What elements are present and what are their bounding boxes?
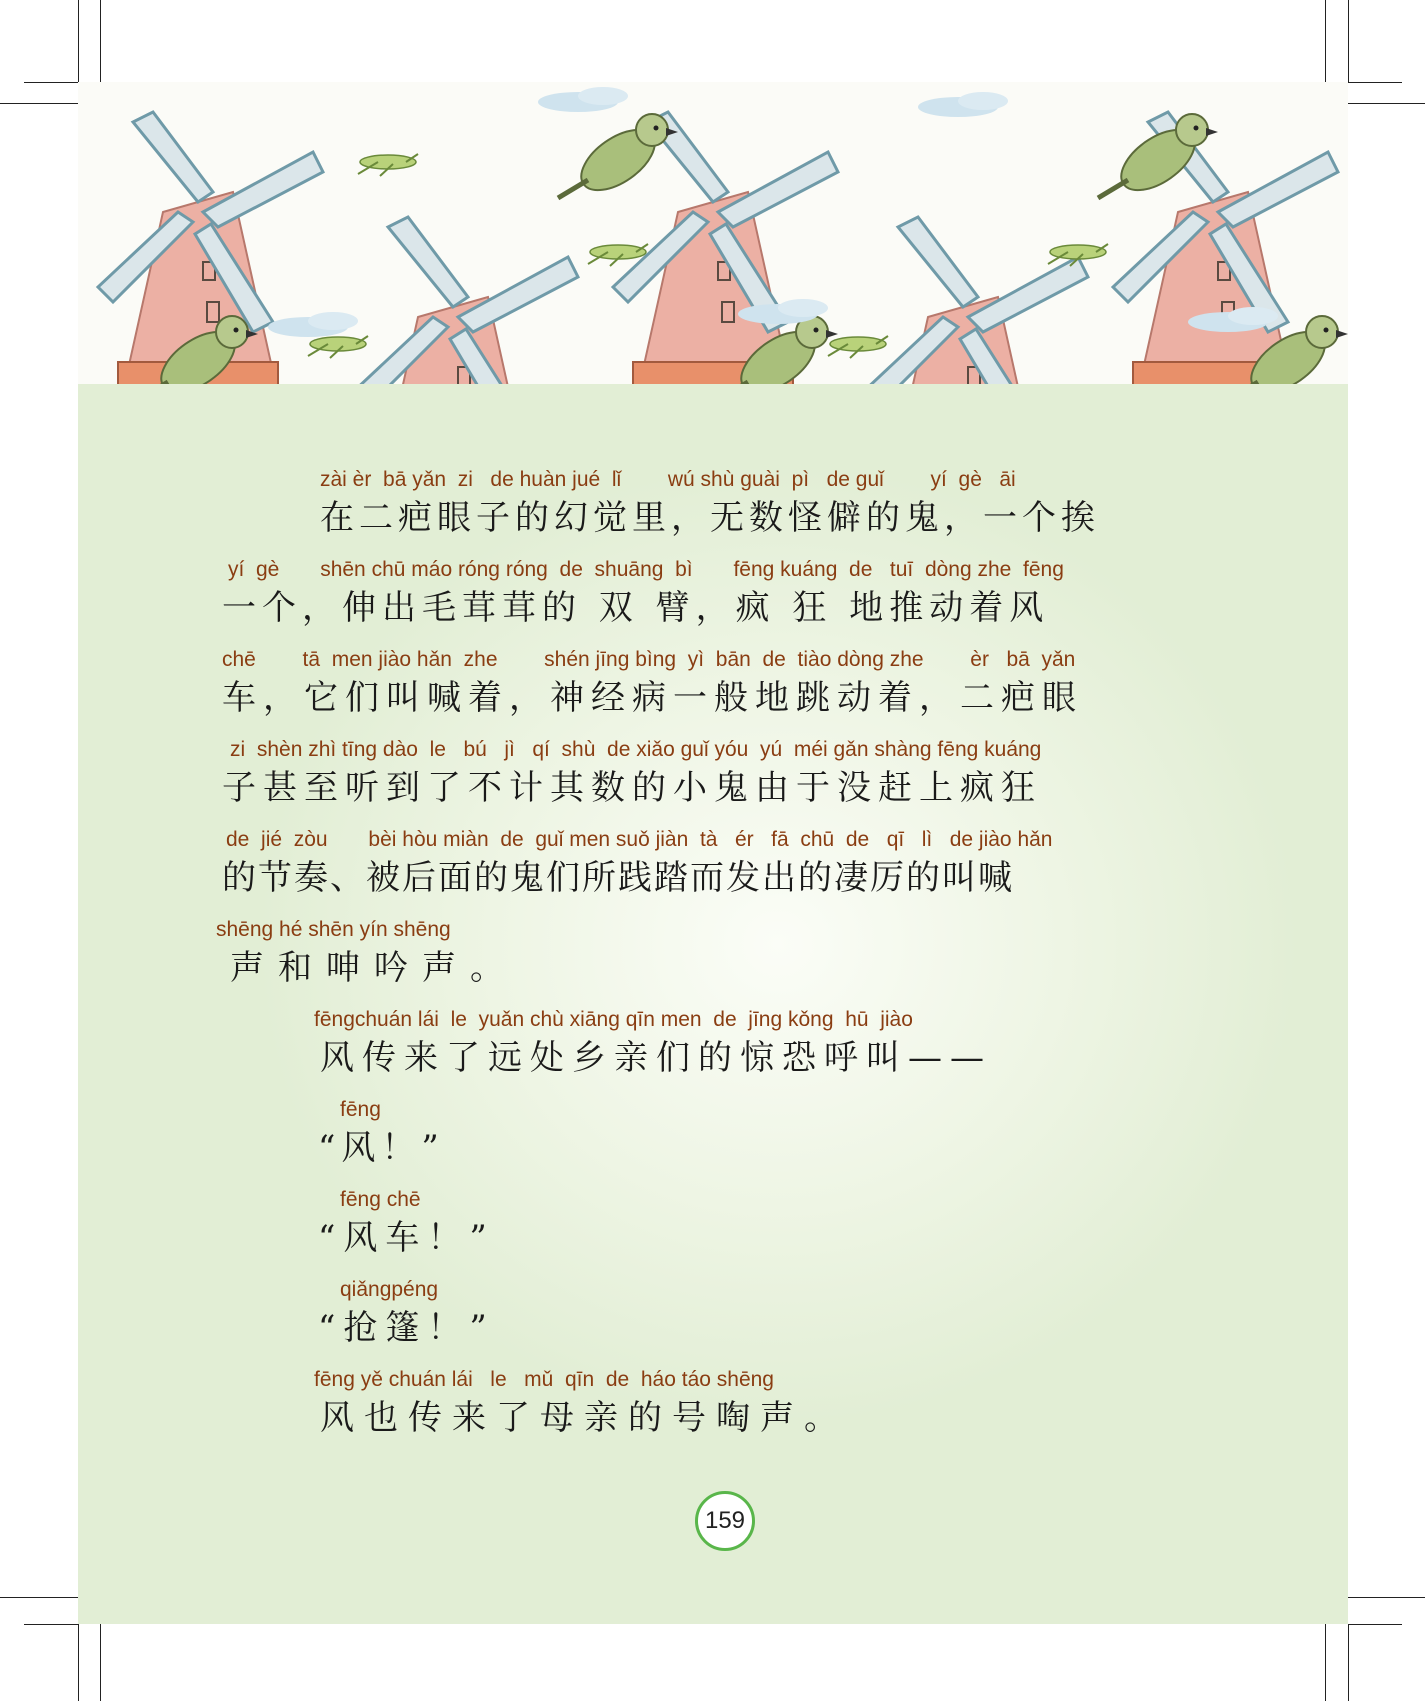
hanzi: “抢篷！”: [318, 1308, 495, 1348]
pinyin: chē tā men jiào hǎn zhe shén jīng bìng yì bān de tiào dòng zhe èr bā yǎn: [222, 648, 1076, 671]
crop-mark: [24, 1624, 78, 1625]
hanzi: 车，它们叫喊着，神经病一般地跳动着，二疤眼: [222, 678, 1083, 718]
crop-mark: [1348, 82, 1402, 83]
hanzi: 风传来了远处乡亲们的惊恐呼叫——: [320, 1038, 992, 1078]
page-number: 159: [695, 1491, 755, 1551]
hanzi: 声和呻吟声。: [230, 948, 518, 988]
pinyin: fēngchuán lái le yuǎn chù xiāng qīn men de jīng kǒng hū jiào: [314, 1008, 913, 1031]
hanzi: 的节奏、被后面的鬼们所践踏而发出的凄厉的叫喊: [222, 858, 1014, 898]
pinyin: fēng chē: [340, 1188, 421, 1211]
crop-mark: [78, 0, 79, 82]
crop-mark: [1348, 0, 1349, 82]
crop-mark: [1348, 1624, 1402, 1625]
pinyin: qiǎngpéng: [340, 1278, 439, 1301]
pinyin: zài èr bā yǎn zi de huàn jué lǐ wú shù guài pì de guǐ yí gè āi: [320, 468, 1016, 491]
pinyin: zi shèn zhì tīng dào le bú jì qí shù de xiǎo guǐ yóu yú méi gǎn shàng fēng kuáng: [230, 738, 1042, 761]
hanzi: 子甚至听到了不计其数的小鬼由于没赶上疯狂: [222, 768, 1042, 808]
pinyin: de jié zòu bèi hòu miàn de guǐ men suǒ jiàn tà ér fā chū de qī lì de jiào hǎn: [226, 828, 1053, 851]
crop-mark: [78, 1624, 79, 1701]
pinyin: fēng: [340, 1098, 381, 1121]
hanzi: 在二疤眼子的幻觉里，无数怪僻的鬼，一个挨: [320, 498, 1100, 538]
hanzi: 风也传来了母亲的号啕声。: [320, 1398, 848, 1438]
crop-mark: [1348, 1624, 1349, 1701]
windmill-illustration: [78, 82, 1348, 384]
crop-mark: [24, 82, 78, 83]
hanzi: “风车！”: [318, 1218, 495, 1258]
hanzi: 一个，伸出毛茸茸的 双 臂，疯 狂 地推动着风: [222, 588, 1050, 628]
pinyin: shēng hé shēn yín shēng: [216, 918, 451, 941]
pinyin: yí gè shēn chū máo róng róng de shuāng bì fēng kuáng de tuī dòng zhe fēng: [228, 558, 1064, 581]
hanzi: “风！”: [318, 1128, 445, 1168]
pinyin: fēng yě chuán lái le mǔ qīn de háo táo shēng: [314, 1368, 774, 1391]
